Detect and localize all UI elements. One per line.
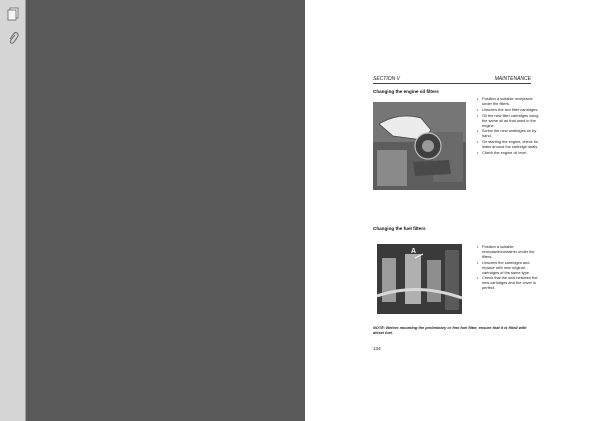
list-item: • On starting the engine, check for leaks around the cartridge seals.	[482, 140, 539, 150]
page-header	[373, 76, 531, 84]
oil-filter-photo	[373, 102, 466, 190]
oil-filter-heading: Changing the engine oil filters	[373, 89, 439, 94]
list-item: • Check the engine oil level.	[482, 151, 539, 156]
oil-filter-steps	[477, 97, 539, 157]
fuel-filter-steps	[477, 245, 539, 292]
navigation-sidebar	[0, 0, 26, 421]
pages-icon	[7, 7, 19, 21]
pages-panel-button[interactable]	[3, 4, 23, 24]
document-page	[305, 0, 599, 421]
attachments-panel-button[interactable]	[3, 28, 23, 48]
list-item: • Unscrew the two filter cartridges.	[482, 108, 539, 113]
fuel-filter-note: NOTE: Before mounting the preliminary or fine fuel filter, ensure that it is filled with diesel fuel.	[373, 325, 527, 335]
list-item: • Unscrew the cartridges and replace with new original cartridges of the same type.	[482, 261, 539, 276]
page-number: 134	[373, 346, 381, 351]
chapter-label: MAINTENANCE	[494, 76, 531, 82]
list-item: • Screw the new cartridges on by hand.	[482, 129, 539, 139]
list-item: • Check that the seal between the new cartridges and the cover is perfect.	[482, 276, 539, 291]
figure-label-a: A	[411, 248, 417, 255]
list-item: • Position a suitable receptacle/container under the filters.	[482, 245, 539, 260]
section-label: SECTION V	[373, 76, 400, 82]
attachment-icon	[7, 31, 19, 45]
list-item: • Oil the new filter cartridges using the same oil as that used in the engine.	[482, 114, 539, 129]
fuel-filter-heading: Changing the fuel filters	[373, 226, 426, 231]
list-item: • Position a suitable receptacle under the filters.	[482, 97, 539, 107]
fuel-filter-photo	[377, 244, 462, 314]
